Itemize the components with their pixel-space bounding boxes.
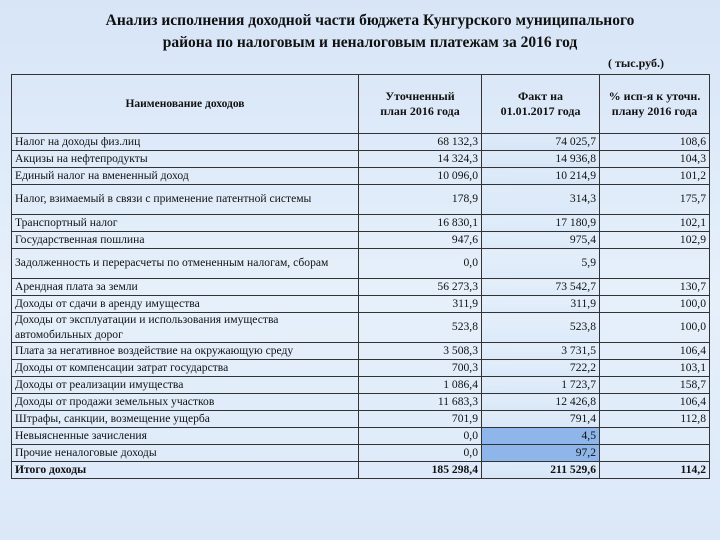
row-name: Задолженность и перерасчеты по отмененным налогам, сборам bbox=[12, 249, 359, 279]
row-name: Единый налог на вмененный доход bbox=[12, 168, 359, 185]
row-plan: 0,0 bbox=[359, 428, 482, 445]
header-fact: Факт на 01.01.2017 года bbox=[482, 75, 600, 134]
title-line-2: района по налоговым и неналоговым платежам за 2016 год bbox=[162, 34, 578, 51]
total-name: Итого доходы bbox=[12, 462, 359, 479]
table-row bbox=[12, 279, 710, 296]
row-pct bbox=[600, 249, 710, 279]
row-name: Арендная плата за земли bbox=[12, 279, 359, 296]
row-fact: 975,4 bbox=[482, 232, 600, 249]
table-row bbox=[12, 296, 710, 313]
table-row bbox=[12, 360, 710, 377]
row-name: Доходы от продажи земельных участков bbox=[12, 394, 359, 411]
table-row bbox=[12, 232, 710, 249]
row-plan: 1 086,4 bbox=[359, 377, 482, 394]
table-row bbox=[12, 134, 710, 151]
row-plan: 0,0 bbox=[359, 249, 482, 279]
row-plan: 701,9 bbox=[359, 411, 482, 428]
header-pct: % исп-я к уточн. плану 2016 года bbox=[600, 75, 710, 134]
header-plan: Уточненный план 2016 года bbox=[359, 75, 482, 134]
row-plan: 68 132,3 bbox=[359, 134, 482, 151]
row-plan: 56 273,3 bbox=[359, 279, 482, 296]
row-name: Штрафы, санкции, возмещение ущерба bbox=[12, 411, 359, 428]
row-fact: 74 025,7 bbox=[482, 134, 600, 151]
table-row bbox=[12, 151, 710, 168]
row-name: Налог, взимаемый в связи с применение патентной системы bbox=[12, 185, 359, 215]
row-fact: 12 426,8 bbox=[482, 394, 600, 411]
page-title bbox=[60, 10, 680, 54]
row-pct: 100,0 bbox=[600, 313, 710, 343]
row-name: Государственная пошлина bbox=[12, 232, 359, 249]
table-row bbox=[12, 313, 710, 343]
total-plan: 185 298,4 bbox=[359, 462, 482, 479]
row-pct bbox=[600, 445, 710, 462]
row-plan: 16 830,1 bbox=[359, 215, 482, 232]
row-pct: 112,8 bbox=[600, 411, 710, 428]
row-name: Акцизы на нефтепродукты bbox=[12, 151, 359, 168]
revenue-table bbox=[11, 74, 710, 479]
row-plan: 3 508,3 bbox=[359, 343, 482, 360]
row-pct: 104,3 bbox=[600, 151, 710, 168]
row-pct bbox=[600, 428, 710, 445]
row-pct: 103,1 bbox=[600, 360, 710, 377]
row-pct: 101,2 bbox=[600, 168, 710, 185]
header-row bbox=[12, 75, 710, 134]
table-row bbox=[12, 168, 710, 185]
row-pct: 100,0 bbox=[600, 296, 710, 313]
row-plan: 10 096,0 bbox=[359, 168, 482, 185]
row-pct: 108,6 bbox=[600, 134, 710, 151]
table-row bbox=[12, 445, 710, 462]
header-name: Наименование доходов bbox=[12, 75, 359, 134]
row-fact: 10 214,9 bbox=[482, 168, 600, 185]
table-row bbox=[12, 185, 710, 215]
row-fact: 3 731,5 bbox=[482, 343, 600, 360]
row-fact: 1 723,7 bbox=[482, 377, 600, 394]
row-plan: 178,9 bbox=[359, 185, 482, 215]
table-row bbox=[12, 394, 710, 411]
row-name: Доходы от сдачи в аренду имущества bbox=[12, 296, 359, 313]
total-row bbox=[12, 462, 710, 479]
row-fact: 5,9 bbox=[482, 249, 600, 279]
row-name: Плата за негативное воздействие на окружающую среду bbox=[12, 343, 359, 360]
row-pct: 106,4 bbox=[600, 394, 710, 411]
row-fact: 722,2 bbox=[482, 360, 600, 377]
row-name: Транспортный налог bbox=[12, 215, 359, 232]
row-pct: 158,7 bbox=[600, 377, 710, 394]
row-name: Доходы от реализации имущества bbox=[12, 377, 359, 394]
row-plan: 947,6 bbox=[359, 232, 482, 249]
table-row bbox=[12, 428, 710, 445]
total-pct: 114,2 bbox=[600, 462, 710, 479]
row-fact: 311,9 bbox=[482, 296, 600, 313]
title-line-1: Анализ исполнения доходной части бюджета Кунгурского муниципального bbox=[105, 12, 635, 29]
total-fact: 211 529,6 bbox=[482, 462, 600, 479]
table-row bbox=[12, 249, 710, 279]
row-fact: 791,4 bbox=[482, 411, 600, 428]
row-fact: 73 542,7 bbox=[482, 279, 600, 296]
row-name: Прочие неналоговые доходы bbox=[12, 445, 359, 462]
row-pct: 130,7 bbox=[600, 279, 710, 296]
table-row bbox=[12, 343, 710, 360]
row-pct: 102,9 bbox=[600, 232, 710, 249]
row-name: Доходы от компенсации затрат государства bbox=[12, 360, 359, 377]
row-pct: 175,7 bbox=[600, 185, 710, 215]
row-plan: 11 683,3 bbox=[359, 394, 482, 411]
row-fact: 523,8 bbox=[482, 313, 600, 343]
table-row bbox=[12, 377, 710, 394]
row-fact: 17 180,9 bbox=[482, 215, 600, 232]
row-fact: 314,3 bbox=[482, 185, 600, 215]
table-row bbox=[12, 411, 710, 428]
row-fact: 97,2 bbox=[482, 445, 600, 462]
row-plan: 311,9 bbox=[359, 296, 482, 313]
row-name: Доходы от эксплуатации и использования имущества автомобильных дорог bbox=[12, 313, 359, 343]
row-plan: 0,0 bbox=[359, 445, 482, 462]
row-pct: 102,1 bbox=[600, 215, 710, 232]
row-plan: 700,3 bbox=[359, 360, 482, 377]
row-pct: 106,4 bbox=[600, 343, 710, 360]
row-name: Налог на доходы физ.лиц bbox=[12, 134, 359, 151]
row-plan: 14 324,3 bbox=[359, 151, 482, 168]
table-row bbox=[12, 215, 710, 232]
row-fact: 4,5 bbox=[482, 428, 600, 445]
row-fact: 14 936,8 bbox=[482, 151, 600, 168]
row-plan: 523,8 bbox=[359, 313, 482, 343]
units-label: ( тыс.руб.) bbox=[608, 56, 664, 70]
row-name: Невыясненные зачисления bbox=[12, 428, 359, 445]
